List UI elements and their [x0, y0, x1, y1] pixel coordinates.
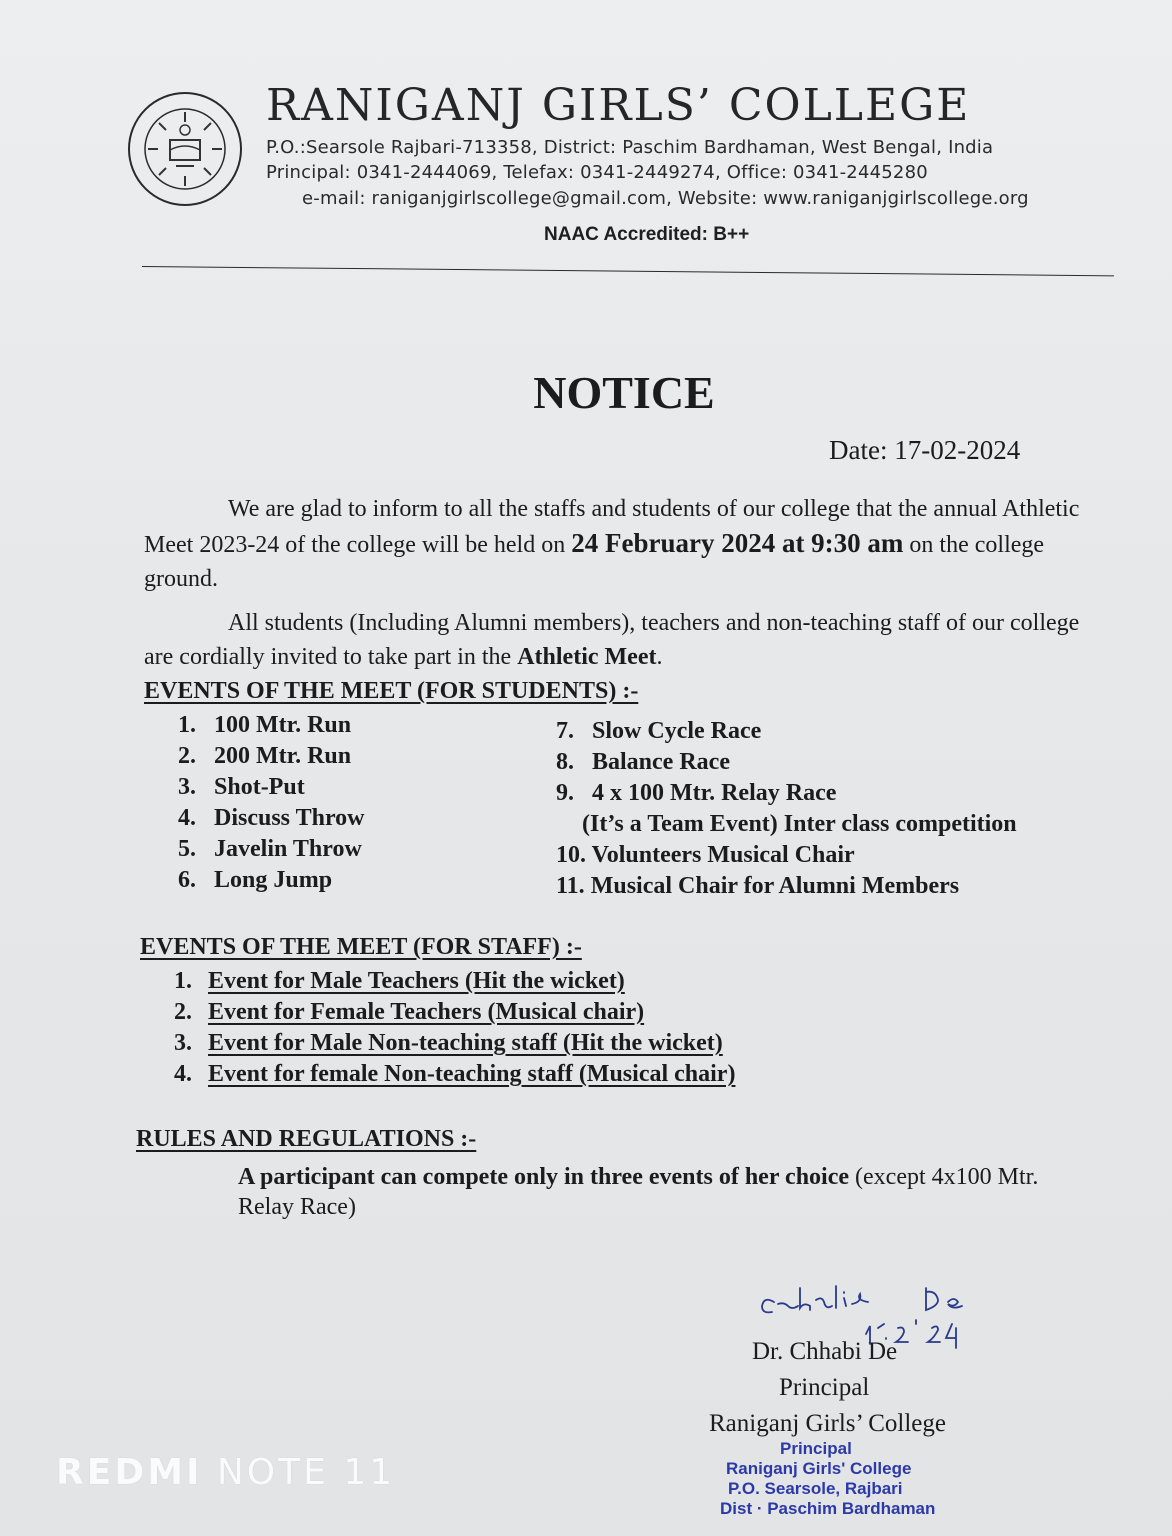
intro-paragraph — [144, 492, 1109, 596]
invite-text: All students (Including Alumni members), teachers and non-teaching staff of our college are cordially invited to take part in the — [144, 610, 1080, 670]
college-seal-icon — [126, 90, 244, 208]
rules-text — [238, 1162, 1098, 1222]
list-item: 8. Balance Race — [556, 749, 730, 775]
staff-events — [174, 968, 735, 1092]
list-item: 9. 4 x 100 Mtr. Relay Race — [556, 780, 837, 806]
watermark-brand: REDMI — [56, 1452, 203, 1493]
list-item: 3. Event for Male Non-teaching staff (Hit the wicket) — [174, 1030, 723, 1056]
students-heading: EVENTS OF THE MEET (FOR STUDENTS) :- — [144, 678, 639, 704]
student-events-right — [556, 718, 1017, 904]
notice-title: NOTICE — [533, 367, 715, 418]
list-item: 1. 100 Mtr. Run — [178, 712, 352, 738]
header-divider — [142, 266, 1114, 276]
signatory-title: Principal — [779, 1374, 870, 1401]
signatory-name: Dr. Chhabi De — [752, 1338, 898, 1365]
list-item: 5. Javelin Throw — [178, 836, 362, 862]
stamp-line: Principal — [780, 1439, 852, 1458]
address-line: P.O.:Searsole Rajbari-713358, District: Paschim Bardhaman, West Bengal, India — [266, 137, 994, 158]
list-item: 2. Event for Female Teachers (Musical chair) — [174, 999, 645, 1025]
list-item: 6. Long Jump — [178, 867, 333, 893]
list-item: 2. 200 Mtr. Run — [178, 743, 352, 769]
list-item: 4. Event for female Non-teaching staff (Musical chair) — [174, 1061, 736, 1087]
invite-paragraph — [144, 606, 1109, 674]
accreditation: NAAC Accredited: B++ — [544, 224, 750, 245]
athletic-meet-label: Athletic Meet — [517, 644, 657, 670]
stamp-line: Raniganj Girls' College — [726, 1459, 912, 1478]
college-name: RANIGANJ GIRLS’ COLLEGE — [266, 80, 971, 131]
watermark-model: NOTE 11 — [216, 1452, 396, 1493]
student-events-left — [178, 712, 365, 898]
stamp-line: Dist · Paschim Bardhaman — [720, 1499, 936, 1518]
list-item: 4. Discuss Throw — [178, 805, 365, 831]
list-item: 7. Slow Cycle Race — [556, 718, 762, 744]
rules-heading: RULES AND REGULATIONS :- — [136, 1126, 477, 1152]
camera-watermark — [56, 1452, 395, 1493]
rules-exception: (except 4x100 Mtr. Relay Race) — [238, 1164, 1039, 1220]
invite-text-end: . — [656, 644, 663, 670]
list-item: 1. Event for Male Teachers (Hit the wicket) — [174, 968, 625, 994]
email-line: e-mail: raniganjgirlscollege@gmail.com, Website: www.raniganjgirlscollege.org — [302, 188, 1029, 209]
list-item: 10. Volunteers Musical Chair — [556, 842, 855, 868]
stamp-line: P.O. Searsole, Rajbari — [728, 1479, 903, 1498]
list-item: 3. Shot-Put — [178, 774, 305, 800]
meet-datetime: 24 February 2024 at 9:30 am — [571, 528, 904, 558]
rules-bold: A participant can compete only in three events of her choice — [238, 1164, 850, 1190]
intro-text-end: on the college ground. — [144, 532, 1045, 592]
intro-text: We are glad to inform to all the staffs and students of our college that the annual Athletic Meet 2023-24 of the college will be held on — [144, 496, 1080, 558]
phone-line: Principal: 0341-2444069, Telefax: 0341-2449274, Office: 0341-2445280 — [266, 162, 928, 183]
notice-date: Date: 17-02-2024 — [829, 435, 1021, 465]
staff-heading: EVENTS OF THE MEET (FOR STAFF) :- — [140, 934, 582, 960]
list-item: 11. Musical Chair for Alumni Members — [556, 873, 960, 899]
signatory-college: Raniganj Girls’ College — [709, 1410, 946, 1437]
list-item: (It’s a Team Event) Inter class competition — [582, 811, 1017, 837]
